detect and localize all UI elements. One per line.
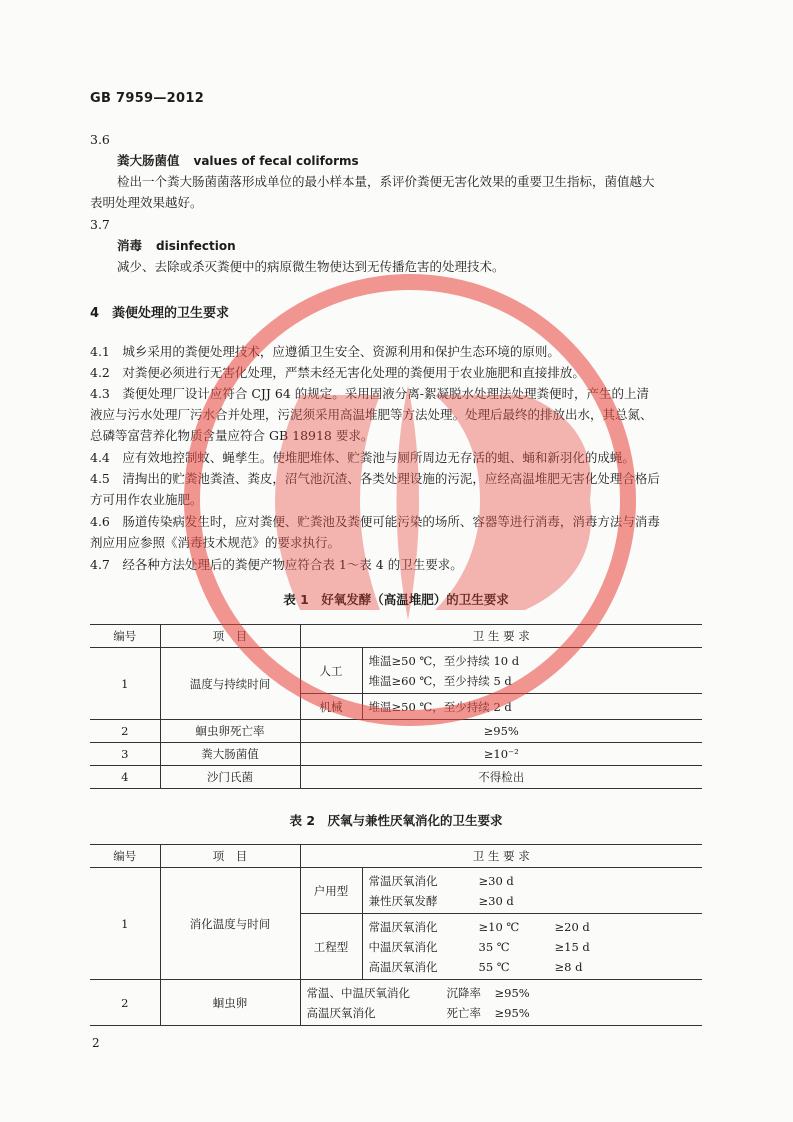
standard-number: GB 7959—2012 xyxy=(90,91,205,106)
page-number: 2 xyxy=(92,1036,100,1050)
table-header-row xyxy=(90,845,702,868)
metric: 沉降率 xyxy=(446,985,481,1000)
table-2 xyxy=(90,844,702,1026)
req-line: 堆温≥50 ℃，至少持续 10 d xyxy=(368,653,520,668)
clause-number: 3.7 xyxy=(90,217,110,232)
time: ≥30 d xyxy=(478,873,514,888)
table-row xyxy=(90,648,702,694)
definition-text: 表明处理效果越好。 xyxy=(90,195,203,210)
method: 常温厌氧消化 xyxy=(368,873,438,888)
clause-text: 4.4 应有效地控制蚊、蝇孳生。使堆肥堆体、贮粪池与厕所周边无存活的蛆、蛹和新羽化的成蝇。 xyxy=(90,450,635,465)
cell-item: 消化温度与时间 xyxy=(160,868,300,980)
table-row xyxy=(90,720,702,743)
table-title: 表 1 好氧发酵（高温堆肥）的卫生要求 xyxy=(283,592,509,607)
cell-no: 2 xyxy=(90,980,160,1026)
term-en: disinfection xyxy=(156,239,236,253)
cell-no: 2 xyxy=(90,720,160,743)
time: ≥8 d xyxy=(554,959,583,974)
term-zh: 粪大肠菌值 xyxy=(117,153,180,168)
cell-req: ≥10⁻² xyxy=(300,743,702,766)
req-line: 堆温≥60 ℃，至少持续 5 d xyxy=(368,673,512,688)
section-heading: 4 粪便处理的卫生要求 xyxy=(90,306,230,321)
cell-req xyxy=(362,914,702,980)
clause-text: 液应与污水处理厂污水合并处理，污泥须采用高温堆肥等方法处理。处理后最终的排放出水，其总氮、 xyxy=(90,407,653,422)
cell-item: 蛔虫卵 xyxy=(160,980,300,1026)
clause-text: 方可用作农业施肥。 xyxy=(90,492,203,507)
req-line xyxy=(369,937,697,957)
cell-sub-label: 机械 xyxy=(300,694,362,720)
header-item: 项 目 xyxy=(160,845,300,868)
temp: 35 ℃ xyxy=(478,939,510,954)
clause-text: 4.1 城乡采用的粪便处理技术，应遵循卫生安全、资源利用和保护生态环境的原则。 xyxy=(90,344,560,359)
req-line xyxy=(369,957,697,977)
header-item: 项 目 xyxy=(160,625,300,648)
cell-sub-label: 工程型 xyxy=(300,914,362,980)
cell-req xyxy=(300,980,702,1026)
req-line xyxy=(307,1003,697,1023)
clause-text: 4.2 对粪便必须进行无害化处理，严禁未经无害化处理的粪便用于农业施肥和直接排放。 xyxy=(90,365,585,380)
temp: ≥10 ℃ xyxy=(478,919,520,934)
time: ≥20 d xyxy=(554,919,590,934)
cell-item: 蛔虫卵死亡率 xyxy=(160,720,300,743)
cell-req xyxy=(362,648,702,694)
cell-item: 沙门氏菌 xyxy=(160,766,300,789)
header-no: 编号 xyxy=(90,845,160,868)
cell-no: 1 xyxy=(90,648,160,720)
cell-sub-label: 人工 xyxy=(300,648,362,694)
definition-text: 减少、去除或杀灭粪便中的病原微生物使达到无传播危害的处理技术。 xyxy=(117,259,505,274)
table-row xyxy=(90,980,702,1026)
clause-number: 3.6 xyxy=(90,132,110,147)
table-1 xyxy=(90,624,702,789)
cell-req: ≥95% xyxy=(300,720,702,743)
term-heading xyxy=(117,235,236,257)
time: ≥30 d xyxy=(478,893,514,908)
value: ≥95% xyxy=(494,985,530,1000)
req-line xyxy=(369,871,697,891)
table-row xyxy=(90,868,702,914)
stamp-right-lobe xyxy=(435,395,591,610)
term-zh: 消毒 xyxy=(117,238,143,253)
clause-text: 4.7 经各种方法处理后的粪便产物应符合表 1～表 4 的卫生要求。 xyxy=(90,557,463,572)
method: 高温厌氧消化 xyxy=(368,959,438,974)
cell-sub-label: 户用型 xyxy=(300,868,362,914)
cell-no: 1 xyxy=(90,868,160,980)
table-row xyxy=(90,766,702,789)
cell-no: 4 xyxy=(90,766,160,789)
clause-text: 4.6 肠道传染病发生时，应对粪便、贮粪池及粪便可能污染的场所、容器等进行消毒，消毒方法与消毒 xyxy=(90,514,660,529)
term-heading xyxy=(117,150,359,172)
definition-text: 检出一个粪大肠菌菌落形成单位的最小样本量，系评价粪便无害化效果的重要卫生指标，菌值越大 xyxy=(117,174,655,189)
req-line xyxy=(369,917,697,937)
cell-req: 不得检出 xyxy=(300,766,702,789)
metric: 死亡率 xyxy=(446,1005,481,1020)
method: 中温厌氧消化 xyxy=(368,939,438,954)
table-title: 表 2 厌氧与兼性厌氧消化的卫生要求 xyxy=(289,813,503,828)
term-en: values of fecal coliforms xyxy=(193,154,359,168)
clause-text: 剂应用应参照《消毒技术规范》的要求执行。 xyxy=(90,535,341,550)
cell-item: 温度与持续时间 xyxy=(160,648,300,720)
method: 常温、中温厌氧消化 xyxy=(306,985,410,1000)
cell-req xyxy=(362,868,702,914)
method: 兼性厌氧发酵 xyxy=(368,893,438,908)
cell-req: 堆温≥50 ℃，至少持续 2 d xyxy=(362,694,702,720)
table-row xyxy=(90,743,702,766)
time: ≥15 d xyxy=(554,939,590,954)
header-no: 编号 xyxy=(90,625,160,648)
clause-text: 4.3 粪便处理厂设计应符合 CJJ 64 的规定。采用固液分离-絮凝脱水处理法处理粪便时，产生的上清 xyxy=(90,386,650,401)
cell-no: 3 xyxy=(90,743,160,766)
method: 常温厌氧消化 xyxy=(368,919,438,934)
header-req: 卫 生 要 求 xyxy=(300,625,702,648)
clause-text: 总磷等富营养化物质含量应符合 GB 18918 要求。 xyxy=(90,428,374,443)
req-line xyxy=(369,891,697,911)
value: ≥95% xyxy=(494,1005,530,1020)
req-line xyxy=(307,983,697,1003)
header-req: 卫 生 要 求 xyxy=(300,845,702,868)
temp: 55 ℃ xyxy=(478,959,510,974)
clause-text: 4.5 清掏出的贮粪池粪渣、粪皮，沼气池沉渣、各类处理设施的污泥，应经高温堆肥无害化处理合格后 xyxy=(90,471,660,486)
cell-item: 粪大肠菌值 xyxy=(160,743,300,766)
table-header-row xyxy=(90,625,702,648)
method: 高温厌氧消化 xyxy=(306,1005,376,1020)
